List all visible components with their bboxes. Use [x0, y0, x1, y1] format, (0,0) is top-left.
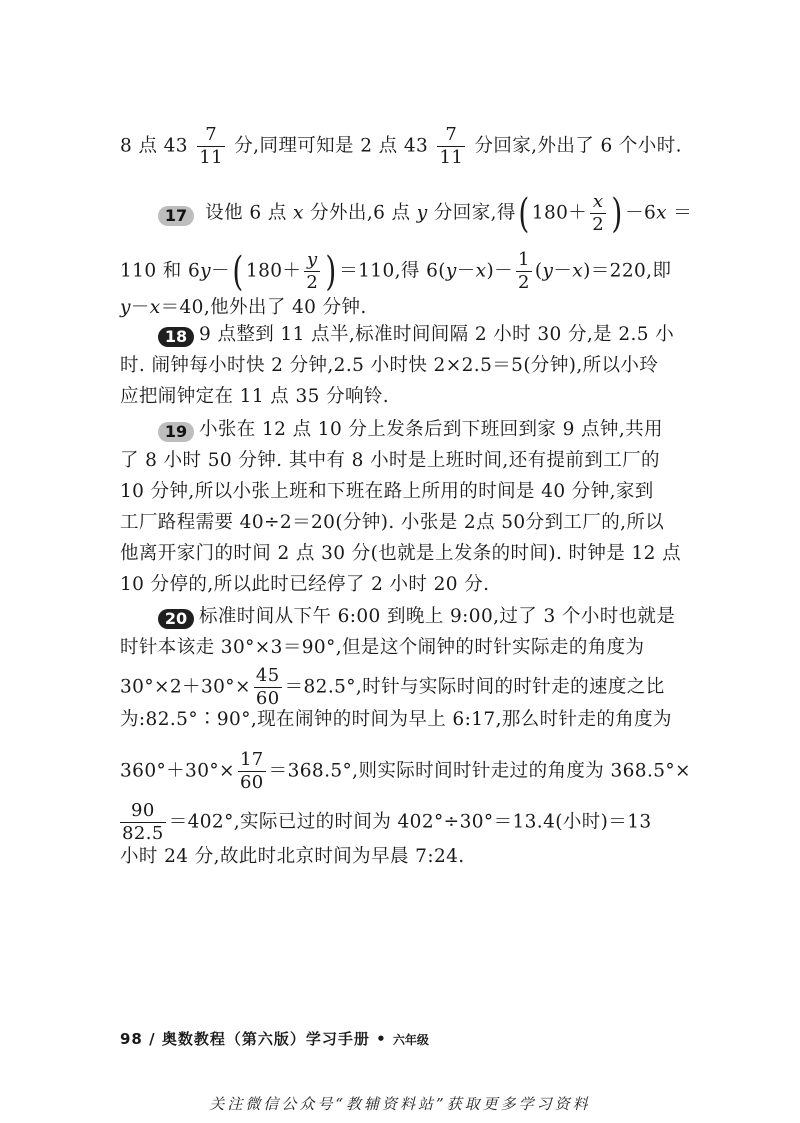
solution-17-line-2 [120, 249, 686, 294]
text-segment: 180＋ [531, 202, 588, 224]
text-segment: 分外出,6 点 [310, 202, 411, 224]
denominator: 2 [306, 272, 319, 293]
solution-18-line-3 [120, 384, 686, 410]
text-segment: －6 [625, 202, 657, 224]
variable: y [416, 202, 428, 224]
text-segment: ＝110,得 6( [339, 260, 446, 282]
text-segment: 180＋ [245, 260, 302, 282]
denominator: 11 [439, 147, 464, 168]
text-segment: 110 和 6 [120, 260, 201, 282]
solution-17-line-1: 17 设他 6 点 x 分外出,6 点 y 分回家,得( 180＋ $\frac{x}{2}$ ) －6x ＝ [158, 191, 686, 236]
text-segment: 工厂路程需要 40÷2＝20(分钟). 小张是 2点 50分到工厂的,所以 [120, 512, 665, 533]
solution-20-line-7 [120, 844, 686, 870]
numerator: 17 [239, 749, 264, 770]
text-segment: ＝82.5°,时针与实际时间的时针走的速度之比 [284, 676, 665, 698]
text-segment: 10 分停的,所以此时已经停了 2 小时 20 分. [120, 574, 490, 595]
text-segment: ( [534, 260, 543, 282]
problem-number-badge: 18 [158, 327, 194, 347]
text-segment: 为:82.5°∶90°,现在闹钟的时间为早上 6:17,那么时针走的角度为 [120, 709, 672, 730]
numerator: y [304, 249, 320, 272]
numerator: 90 [120, 800, 166, 823]
page-footer [120, 1028, 429, 1049]
solution-20-line-2 [120, 635, 686, 661]
solution-19-line-3 [120, 479, 686, 505]
variable: x [572, 260, 584, 282]
text-segment: 了 8 小时 50 分钟. 其中有 8 小时是上班时间,还有提前到工厂的 [120, 450, 660, 471]
denominator: 2 [518, 272, 530, 293]
solution-20-line-3 [120, 665, 686, 710]
solution-18-line-2 [120, 353, 686, 379]
text-segment: 8 点 43 [120, 135, 188, 157]
numerator: 45 [255, 665, 280, 686]
text-segment: ＝40,他外出了 40 分钟. [160, 297, 367, 318]
text-segment: 设他 6 点 [205, 202, 287, 224]
text-segment: 他离开家门的时间 2 点 30 分(也就是上发条的时间). 时钟是 12 点 [120, 543, 682, 564]
solution-19-line-5 [120, 541, 686, 567]
solution-20-line-6 [120, 800, 686, 845]
text-segment: 分,同理可知是 2 点 43 [234, 135, 429, 157]
left-paren: ( [518, 190, 530, 237]
numerator: x [590, 191, 606, 214]
variable: y [120, 297, 131, 318]
left-paren: ( [232, 248, 244, 295]
text-segment: 标准时间从下午 6:00 到晚上 9:00,过了 3 个小时也就是 [199, 606, 676, 627]
text-segment: 时. 闹钟每小时快 2 分钟,2.5 小时快 2×2.5＝5(分钟),所以小玲 [120, 355, 659, 376]
solution-20-line-4 [120, 707, 686, 733]
denominator: 82.5 [122, 823, 164, 844]
fraction [590, 191, 606, 236]
text-segment: － [456, 260, 476, 282]
numerator: 1 [518, 249, 530, 270]
fraction [516, 249, 532, 294]
variable: x [293, 202, 304, 224]
text-segment: 10 分钟,所以小张上班和下班在路上所用的时间是 40 分钟,家到 [120, 481, 654, 502]
right-paren: ) [325, 248, 337, 295]
variable: y [445, 260, 457, 282]
numerator: 7 [197, 124, 225, 147]
grade-label: 六年级 [392, 1033, 429, 1047]
fraction [304, 249, 320, 294]
denominator: 2 [592, 214, 605, 235]
numerator: 7 [437, 124, 465, 147]
solution-continuation [120, 124, 686, 169]
text-segment: ＝368.5°,则实际时间时针走过的角度为 368.5°× [268, 760, 691, 782]
solution-20-line-5 [120, 749, 691, 794]
variable: y [200, 260, 212, 282]
watermark-text: 关注微信公众号“教辅资料站”获取更多学习资料 [209, 1095, 591, 1113]
text-segment: ＝402°,实际已过的时间为 402°÷30°＝13.4(小时)＝13 [168, 811, 652, 833]
denominator: 60 [239, 772, 264, 793]
text-segment: 360°＋30°× [120, 760, 235, 782]
fraction [437, 124, 465, 169]
denominator: 11 [199, 147, 223, 168]
solution-18-line-1 [158, 322, 686, 348]
variable: x [149, 297, 161, 318]
text-segment: 30°×2＋30°× [120, 676, 251, 698]
page-number: 98 [120, 1030, 143, 1048]
problem-number-badge: 17 [158, 206, 194, 226]
problem-number-badge: 20 [158, 609, 194, 629]
variable: y [542, 260, 554, 282]
text-segment: 分回家,得 [433, 202, 516, 224]
solution-19-line-1 [158, 417, 686, 443]
text-segment: 小张在 12 点 10 分上发条后到下班回到家 9 点钟,共用 [199, 419, 663, 440]
solution-17-line-3 [120, 295, 686, 321]
text-segment: － [211, 260, 230, 282]
solution-19-line-2 [120, 448, 686, 474]
variable: x [475, 260, 487, 282]
solution-20-line-1 [158, 604, 686, 630]
fraction [197, 124, 225, 169]
denominator: 60 [255, 688, 280, 709]
solution-19-line-6 [120, 572, 686, 598]
text-segment: 时针本该走 30°×3＝90°,但是这个闹钟的时针实际走的角度为 [120, 637, 645, 658]
text-segment: 9 点整到 11 点半,标准时间间隔 2 小时 30 分,是 2.5 小 [199, 324, 675, 345]
text-segment: 小时 24 分,故此时北京时间为早晨 7:24. [120, 846, 465, 867]
right-paren: ) [611, 190, 623, 237]
variable: x [656, 202, 668, 224]
problem-number-badge: 19 [158, 422, 194, 442]
fraction [254, 665, 282, 710]
text-segment: )＝220,即 [583, 260, 672, 282]
text-segment: － [130, 297, 150, 318]
fraction [120, 800, 166, 845]
footer-separator: / [149, 1030, 156, 1048]
book-title: 奥数教程（第六版）学习手册 [161, 1030, 370, 1048]
text-segment: )－ [486, 260, 514, 282]
text-segment: 应把闹钟定在 11 点 35 分响铃. [120, 386, 390, 407]
solution-19-line-4 [120, 510, 686, 536]
fraction [238, 749, 266, 794]
text-segment: 分回家,外出了 6 个小时. [474, 135, 682, 157]
text-segment: － [553, 260, 573, 282]
footer-dot: • [376, 1030, 387, 1048]
